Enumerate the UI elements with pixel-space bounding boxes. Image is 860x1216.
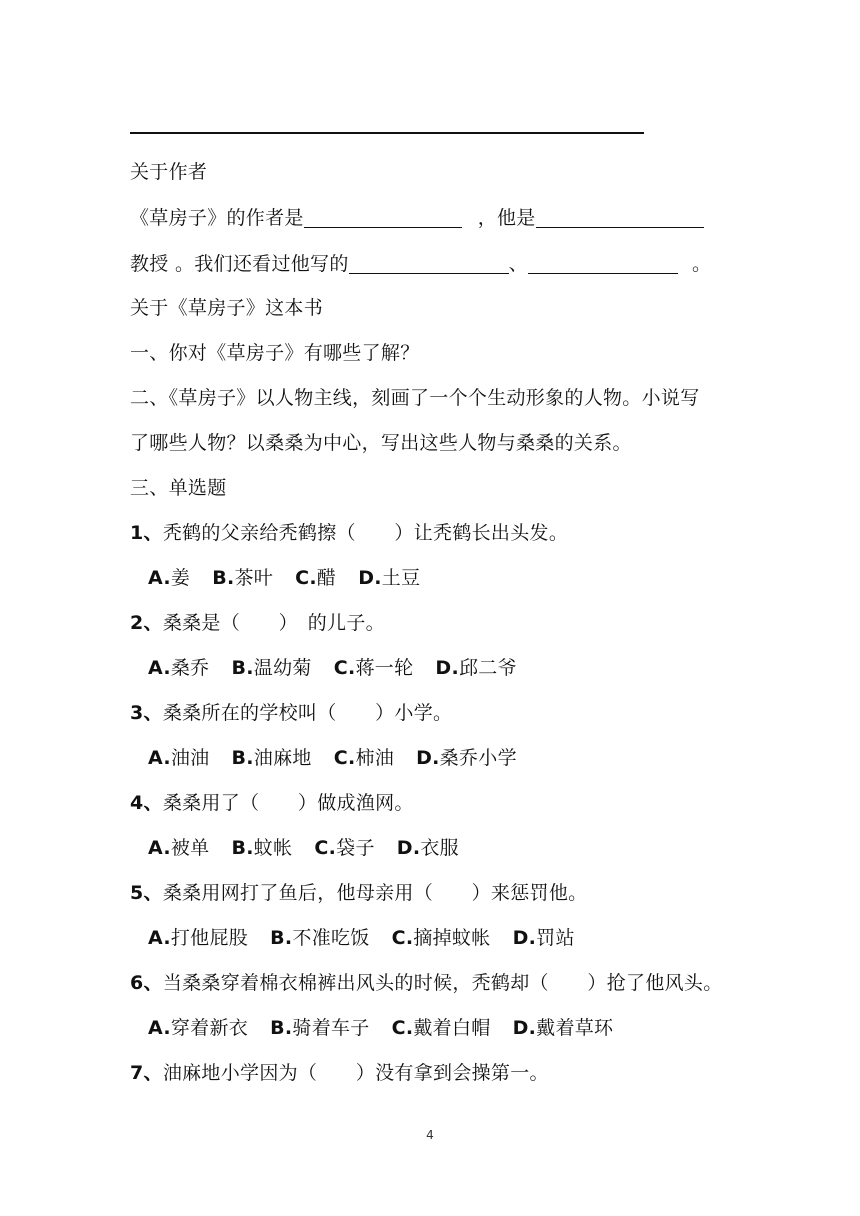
option-letter: A. bbox=[148, 657, 171, 679]
option-d[interactable] bbox=[397, 837, 459, 859]
blank-author-name[interactable] bbox=[304, 207, 462, 228]
option-letter: B. bbox=[270, 927, 293, 949]
option-text: 穿着新衣 bbox=[170, 1017, 249, 1039]
option-text: 柿油 bbox=[355, 747, 395, 769]
option-c[interactable] bbox=[392, 1017, 491, 1039]
option-c[interactable] bbox=[334, 747, 394, 769]
author-text-2a: 教授 。我们还看过他写的 bbox=[130, 253, 349, 275]
question-text: 当桑桑穿着棉衣棉裤出风头的时候，秃鹤却（ ）抢了他风头。 bbox=[162, 972, 723, 994]
question-text: 桑桑用网打了鱼后，他母亲用（ ）来惩罚他。 bbox=[162, 882, 588, 904]
question-3 bbox=[130, 701, 452, 725]
option-letter: C. bbox=[314, 837, 337, 859]
blank-author-title[interactable] bbox=[536, 207, 704, 228]
option-letter: B. bbox=[231, 657, 254, 679]
option-text: 油麻地 bbox=[253, 747, 312, 769]
question-number: 4、 bbox=[130, 792, 163, 814]
option-a[interactable] bbox=[148, 927, 248, 949]
option-text: 衣服 bbox=[420, 837, 459, 859]
heading-about-author: 关于作者 bbox=[130, 161, 208, 183]
question-text: 秃鹤的父亲给秃鹤擦（ ）让秃鹤长出头发。 bbox=[162, 522, 569, 544]
question-number: 6、 bbox=[130, 972, 163, 994]
question-1 bbox=[130, 521, 568, 545]
option-a[interactable] bbox=[148, 567, 190, 589]
option-letter: A. bbox=[148, 1017, 171, 1039]
option-text: 不准吃饭 bbox=[292, 927, 370, 949]
question-text: 桑桑所在的学校叫（ ）小学。 bbox=[162, 702, 453, 724]
question-1-options bbox=[148, 566, 420, 590]
question-section-1: 一、你对《草房子》有哪些了解？ bbox=[130, 342, 420, 364]
answer-line-top bbox=[130, 132, 644, 134]
option-letter: D. bbox=[512, 1017, 537, 1039]
option-letter: D. bbox=[435, 657, 459, 679]
question-5-options bbox=[148, 926, 575, 950]
question-number: 1、 bbox=[130, 522, 163, 544]
option-b[interactable] bbox=[270, 927, 370, 949]
author-line-1 bbox=[130, 206, 704, 230]
option-b[interactable] bbox=[231, 747, 311, 769]
question-6-options bbox=[148, 1016, 613, 1040]
option-letter: A. bbox=[148, 747, 171, 769]
question-2-options bbox=[148, 656, 517, 680]
option-letter: D. bbox=[512, 927, 537, 949]
blank-other-work-1[interactable] bbox=[349, 253, 509, 274]
option-letter: A. bbox=[148, 567, 171, 589]
option-a[interactable] bbox=[148, 1017, 248, 1039]
option-a[interactable] bbox=[148, 747, 209, 769]
heading-about-book: 关于《草房子》这本书 bbox=[130, 297, 324, 319]
question-text: 桑桑是（ ） 的儿子。 bbox=[162, 612, 385, 634]
question-3-options bbox=[148, 746, 517, 770]
option-d[interactable] bbox=[513, 1017, 614, 1039]
question-text: 油麻地小学因为（ ）没有拿到会操第一。 bbox=[162, 1062, 549, 1084]
option-text: 被单 bbox=[170, 837, 210, 859]
blank-other-work-2[interactable] bbox=[528, 253, 678, 274]
option-b[interactable] bbox=[270, 1017, 370, 1039]
option-c[interactable] bbox=[314, 837, 374, 859]
option-text: 罚站 bbox=[536, 927, 575, 949]
author-text-2-end: 。 bbox=[691, 253, 712, 275]
option-b[interactable] bbox=[231, 837, 292, 859]
option-letter: B. bbox=[231, 747, 254, 769]
option-text: 桑乔小学 bbox=[439, 747, 517, 769]
option-letter: D. bbox=[358, 567, 382, 589]
question-section-2-line-2: 了哪些人物？以桑桑为中心，写出这些人物与桑桑的关系。 bbox=[130, 432, 632, 454]
option-text: 油油 bbox=[170, 747, 210, 769]
question-4-options bbox=[148, 836, 459, 860]
option-text: 打他屁股 bbox=[170, 927, 249, 949]
option-text: 摘掉蚊帐 bbox=[413, 927, 491, 949]
option-c[interactable] bbox=[392, 927, 491, 949]
option-a[interactable] bbox=[148, 657, 209, 679]
option-c[interactable] bbox=[334, 657, 414, 679]
heading-single-choice: 三、单选题 bbox=[130, 477, 227, 499]
author-text-1a: 《草房子》的作者是 bbox=[130, 207, 304, 229]
question-2 bbox=[130, 611, 385, 635]
option-letter: B. bbox=[270, 1017, 293, 1039]
question-section-2-line-1: 二、《草房子》以人物主线，刻画了一个个生动形象的人物。小说写 bbox=[130, 387, 700, 409]
option-letter: D. bbox=[416, 747, 440, 769]
option-b[interactable] bbox=[212, 567, 273, 589]
question-7 bbox=[130, 1061, 549, 1085]
author-text-2-sep: 、 bbox=[508, 253, 528, 275]
option-letter: A. bbox=[148, 837, 171, 859]
option-letter: C. bbox=[295, 567, 317, 589]
question-number: 3、 bbox=[130, 702, 163, 724]
option-text: 袋子 bbox=[336, 837, 375, 859]
option-letter: A. bbox=[148, 927, 171, 949]
option-d[interactable] bbox=[513, 927, 575, 949]
option-b[interactable] bbox=[231, 657, 311, 679]
option-d[interactable] bbox=[416, 747, 517, 769]
option-text: 醋 bbox=[316, 567, 337, 589]
option-a[interactable] bbox=[148, 837, 209, 859]
question-4 bbox=[130, 791, 414, 815]
option-text: 温幼菊 bbox=[253, 657, 312, 679]
option-letter: B. bbox=[231, 837, 254, 859]
option-letter: C. bbox=[391, 1017, 414, 1039]
option-text: 骑着车子 bbox=[292, 1017, 370, 1039]
question-number: 2、 bbox=[130, 612, 163, 634]
question-number: 5、 bbox=[130, 882, 163, 904]
option-text: 蚊帐 bbox=[253, 837, 293, 859]
option-text: 茶叶 bbox=[234, 567, 274, 589]
option-letter: D. bbox=[396, 837, 421, 859]
question-6 bbox=[130, 971, 723, 995]
author-text-1b: ，他是 bbox=[477, 207, 536, 229]
option-letter: C. bbox=[333, 747, 356, 769]
option-text: 蒋一轮 bbox=[355, 657, 414, 679]
question-5 bbox=[130, 881, 587, 905]
option-text: 邱二爷 bbox=[458, 657, 517, 679]
page-number: 4 bbox=[426, 1128, 434, 1142]
option-text: 桑乔 bbox=[170, 657, 210, 679]
option-letter: B. bbox=[212, 567, 235, 589]
option-c[interactable] bbox=[295, 567, 336, 589]
option-letter: C. bbox=[333, 657, 356, 679]
option-d[interactable] bbox=[358, 567, 420, 589]
option-text: 土豆 bbox=[381, 567, 421, 589]
option-text: 戴着草环 bbox=[536, 1017, 614, 1039]
option-letter: C. bbox=[391, 927, 414, 949]
author-line-2 bbox=[130, 252, 711, 276]
option-d[interactable] bbox=[435, 657, 517, 679]
question-number: 7、 bbox=[130, 1062, 163, 1084]
option-text: 戴着白帽 bbox=[413, 1017, 491, 1039]
option-text: 姜 bbox=[170, 567, 191, 589]
question-text: 桑桑用了（ ）做成渔网。 bbox=[162, 792, 414, 814]
